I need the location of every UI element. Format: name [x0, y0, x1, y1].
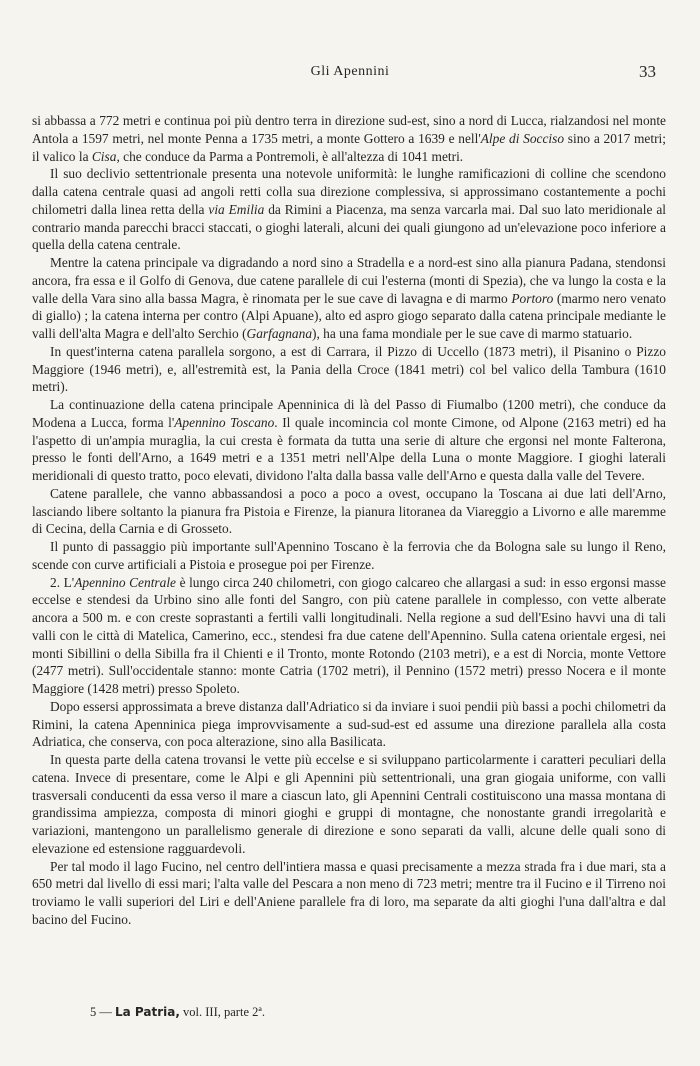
paragraph: [32, 574, 666, 698]
running-title: Gli Apennini: [310, 64, 390, 79]
paragraph: [32, 254, 666, 343]
paragraph: [32, 751, 666, 858]
italic-text: Apennino Centrale: [74, 574, 176, 590]
text-segment: si abbassa a 772 metri e continua poi più dentro terra in direzione sud-est, sino a nord di Lucca, rialzandosi nel monte Antola a 1597 metri, nel monte Penna a 1735 metri, a monte Gottero a 1639 e nell': [32, 113, 666, 146]
paragraph: [32, 485, 666, 538]
text-segment: Dopo essersi approssimata a breve distanza dall'Adriatico si da inviare i suoi pendii più bassi a pochi chilometri da Rimini, la catena Apenninica piega improvvisamente a sud-sud-est ed assume una direzione parallela alla costa Adriatica, che conserva, con poca alterazione, sino alla Basilicata.: [32, 698, 666, 750]
italic-text: via Emilia: [208, 201, 265, 217]
text-segment: sino a 2017 metri; il valico la: [32, 130, 666, 164]
italic-text: Cisa: [91, 148, 117, 164]
text-segment: In questa parte della catena trovansi le vette più eccelse e si sviluppano particolarmente i caratteri peculiari della catena. Invece di presentare, come le Alpi e gli Apennini più settentrionali, una gran giogaia uniforme, con valli trasversali conducenti da essa verso il mare a ciascun lato, gli Apennini Centrali costituiscono una massa montana di grandissima ampiezza, composta di minori gioghi e gruppi di montagne, che nonostante grandi irregolarità e variazioni, mantengono un parallelismo generale di direzione e sono separati da valli, alcune delle quali sono di elevazione ed estensione ragguardevoli.: [32, 752, 666, 856]
footer-prefix: 5 —: [90, 1005, 112, 1019]
italic-text: Alpe di Socciso: [480, 130, 565, 146]
page-header: [36, 64, 664, 86]
paragraph: [32, 396, 666, 485]
text-segment: , che conduce da Parma a Pontremoli, è all'altezza di 1041 metri.: [116, 148, 464, 164]
footer-journal: La Patria,: [115, 1005, 180, 1019]
text-segment: da Rimini a Piacenza, ma senza varcarla mai. Dal suo lato meridionale al contrario manda parecchi bracci staccati, o gioghi laterali, alcuni dei quali giungono ad un'elevazione poco inferiore a quella della catena centrale.: [32, 201, 666, 253]
page-number: 33: [639, 62, 656, 81]
text-segment: 2. L': [50, 574, 75, 590]
text-segment: Mentre la catena principale va digradando a nord sino a Stradella e a nord-est sino alla pianura Padana, stendonsi ancora, fra essa e il Golfo di Genova, due catene parallele di cui l'esterna (monti di Spezia), che va lungo la costa e la valle della Vara sino alla bassa Magra, è rinomata per le sue cave di lavagna e di marmo: [32, 255, 666, 306]
italic-text: Portoro: [511, 290, 554, 306]
text-segment: Il suo declivio settentrionale presenta una notevole uniformità: le lunghe ramificazioni di colline che scendono dalla catena centrale quasi ad angoli retti colla sua direzione complessiva, si approssimano costantemente a pochi chilometri dalla linea retta della: [32, 166, 666, 217]
italic-text: Apennino Toscano: [174, 414, 275, 430]
italic-text: Garfagnana: [246, 326, 313, 341]
text-segment: In quest'interna catena parallela sorgono, a est di Carrara, il Pizzo di Uccello (1873 metri), il Pisanino o Pizzo Maggiore (1946 metri), e, all'estremità est, la Pania della Croce (1841 metri) col bel valico della Tambura (1610 metri).: [32, 343, 666, 395]
text-segment: è lungo circa 240 chilometri, con giogo calcareo che allargasi a sud: in esso ergonsi masse eccelse e stendesi da Urbino sino alle fonti del Sangro, con più catene parallele in complesso, con vette alberate ancora a 500 m. e con creste soprastanti a fertili valli longitudinali. Nella regione a sud dell'Esino havvi una di tali valli con le città di Matelica, Camerino, ecc., stendesi fra due catene dell'Apennino. Sulla catena orientale ergesi, nei monti Sibillini o della Sibilla fra il Chienti e il Tronto, monte Rotondo (2103 metri), e a est di Norcia, monte Vettore (2477 metri). Sull'occidentale stanno: monte Catria (1702 metri), il Pennino (1572 metri) presso Nocera e il monte Maggiore (1428 metri) presso Spoleto.: [32, 574, 666, 696]
text-segment: (marmo nero venato di giallo) ; la catena interna per contro (Alpi Apuane), alto ed aspro giogo separato dalla catena principale mediante le valli dell'alta Magra e dell'alto Serchio (: [32, 290, 666, 341]
body-text: [32, 112, 666, 929]
paragraph: [32, 698, 666, 751]
text-segment: ), ha una fama mondiale per le sue cave di marmo statuario.: [312, 326, 633, 341]
paragraph: [32, 112, 666, 165]
text-segment: Catene parallele, che vanno abbassandosi a poco a poco a ovest, occupano la Toscana ai due lati dell'Arno, lasciando libere soltanto la pianura fra Pistoia e Firenze, la pianura litoranea da Viareggio a Livorno e alle maremme di Cecina, della Carnia e di Grosseto.: [32, 485, 666, 537]
page-footer: [90, 1005, 265, 1020]
text-segment: La continuazione della catena principale Apenninica di là del Passo di Fiumalbo (1200 metri), che conduce da Modena a Lucca, forma l': [32, 397, 666, 430]
footer-suffix: vol. III, parte 2ª.: [183, 1005, 265, 1019]
paragraph: [32, 858, 666, 929]
text-segment: . Il quale incomincia col monte Cimone, od Alpone (2163 metri) ed ha l'aspetto di un'ampia muraglia, la cui cresta è formata da tutta una serie di alture che ergonsi nel monte Falterona, presso le fonti dell'Arno, a 1649 metri e a 1351 metri nell'Alpe della Luna o monte Maggiore. I gioghi laterali meridionali di questo tratto, poco elevati, dividono l'alta dalla bassa valle dell'Arno e questa dalla valle del Tevere.: [32, 414, 666, 483]
text-segment: Per tal modo il lago Fucino, nel centro dell'intiera massa e quasi precisamente a mezza strada fra i due mari, sta a 650 metri dal livello di essi mari; l'alta valle del Pescara a non meno di 723 metri; mentre tra il Fucino e il Tirreno noi troviamo le valli superiori del Liri e dell'Aniene parallele fra di loro, ma separate da alti gioghi l'una dall'altra e dal bacino del Fucino.: [32, 858, 666, 927]
paragraph: [32, 343, 666, 396]
paragraph: [32, 538, 666, 574]
paragraph: [32, 165, 666, 254]
text-segment: Il punto di passaggio più importante sull'Apennino Toscano è la ferrovia che da Bologna sale su lungo il Reno, scende con curve artificiali a Pistoia e prosegue poi per Firenze.: [32, 539, 666, 572]
